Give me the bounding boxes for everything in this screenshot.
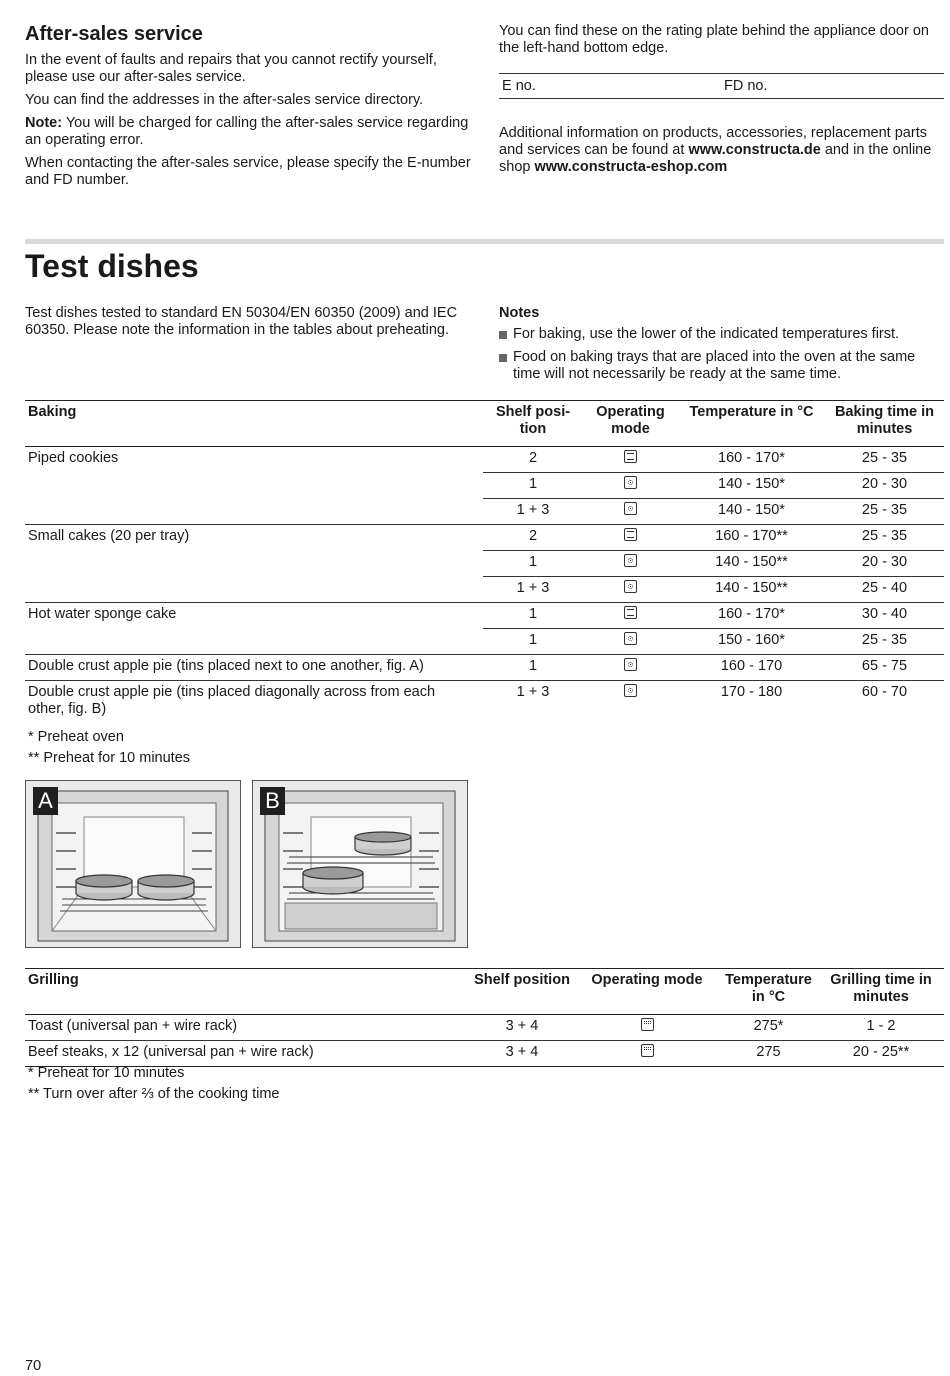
dish-name: Double crust apple pie (tins placed next to one another, fig. A)	[25, 655, 483, 681]
grilling-header-mode: Operating mode	[591, 972, 703, 988]
full-surface-grill-icon	[641, 1018, 654, 1031]
shelf-cell: 1 + 3	[483, 681, 583, 724]
dish-name: Small cakes (20 per tray)	[25, 525, 483, 603]
after-sales-heading: After-sales service	[25, 23, 203, 45]
constructa-link[interactable]: www.constructa.de	[688, 142, 821, 158]
constructa-eshop-link[interactable]: www.constructa-eshop.com	[534, 159, 728, 175]
time-cell: 30 - 40	[825, 603, 944, 629]
baking-footnote-1: * Preheat oven	[28, 729, 124, 745]
rating-plate-section	[499, 23, 944, 176]
grilling-header-dish: Grilling	[28, 972, 79, 988]
rating-plate-text: You can find these on the rating plate behind the appliance door on the left-hand bottom edge.	[499, 23, 929, 56]
time-cell: 25 - 35	[825, 499, 944, 525]
temp-cell: 170 - 180	[678, 681, 825, 724]
temp-cell: 160 - 170**	[678, 525, 825, 551]
time-cell: 65 - 75	[825, 655, 944, 681]
grilling-footnote-1: * Preheat for 10 minutes	[28, 1065, 185, 1081]
dish-name: Piped cookies	[25, 447, 483, 525]
dish-name: Beef steaks, x 12 (universal pan + wire rack)	[25, 1041, 469, 1067]
shelf-cell: 3 + 4	[469, 1041, 575, 1067]
table-row	[25, 681, 944, 724]
top-bottom-heat-icon	[624, 528, 637, 541]
shelf-cell: 1	[483, 603, 583, 629]
shelf-cell: 1 + 3	[483, 499, 583, 525]
time-cell: 20 - 30	[825, 473, 944, 499]
time-cell: 20 - 25**	[818, 1041, 944, 1067]
grilling-table	[25, 968, 944, 1067]
after-sales-section	[25, 22, 473, 195]
after-sales-paragraph-2: You can find the addresses in the after-sales service directory.	[25, 92, 424, 108]
info-text-2: and in the online shop	[499, 142, 932, 175]
table-row	[25, 1041, 944, 1067]
notes-title: Notes	[499, 305, 540, 321]
baking-header-shelf: Shelf posi-tion	[495, 404, 571, 437]
shelf-cell: 1	[483, 551, 583, 577]
hot-air-icon	[624, 476, 637, 489]
time-cell: 25 - 35	[825, 447, 944, 473]
hot-air-icon	[624, 684, 637, 697]
note-text: You will be charged for calling the after-sales service regarding an operating error.	[25, 115, 469, 148]
full-surface-grill-icon	[641, 1044, 654, 1057]
shelf-cell: 2	[483, 447, 583, 473]
hot-air-icon	[624, 658, 637, 671]
time-cell: 25 - 35	[825, 525, 944, 551]
dish-name: Hot water sponge cake	[25, 603, 483, 655]
top-bottom-heat-icon	[624, 606, 637, 619]
shelf-cell: 1 + 3	[483, 577, 583, 603]
table-row	[25, 603, 944, 629]
temp-cell: 140 - 150*	[678, 499, 825, 525]
grilling-header-temp: Temperature in °C	[725, 972, 812, 1005]
grilling-header-shelf: Shelf position	[474, 972, 570, 988]
oven-illustration-b	[253, 781, 469, 949]
temp-cell: 275	[719, 1041, 818, 1067]
top-bottom-heat-icon	[624, 450, 637, 463]
info-text-1: Additional information on products, accessories, replacement parts and services can be found at	[499, 125, 927, 158]
after-sales-paragraph-3: When contacting the after-sales service, please specify the E-number and FD number.	[25, 155, 471, 188]
temp-cell: 275*	[719, 1015, 818, 1041]
hot-air-icon	[624, 580, 637, 593]
grilling-header-row	[25, 969, 944, 1015]
page-number: 70	[25, 1358, 42, 1374]
dish-name: Double crust apple pie (tins placed diagonally across from each other, fig. B)	[25, 681, 483, 724]
time-cell: 60 - 70	[825, 681, 944, 724]
after-sales-note	[25, 115, 473, 149]
table-row	[25, 525, 944, 551]
after-sales-paragraph-1: In the event of faults and repairs that you cannot rectify yourself, please use our after-sales service.	[25, 52, 437, 85]
shelf-cell: 2	[483, 525, 583, 551]
note-label: Note:	[25, 115, 63, 131]
temp-cell: 140 - 150**	[678, 551, 825, 577]
figure-b	[252, 780, 468, 948]
temp-cell: 160 - 170*	[678, 603, 825, 629]
temp-cell: 140 - 150**	[678, 577, 825, 603]
table-row	[25, 655, 944, 681]
table-row	[25, 447, 944, 473]
hot-air-icon	[624, 632, 637, 645]
table-row	[25, 1015, 944, 1041]
note-bullet-1: For baking, use the lower of the indicated temperatures first.	[499, 326, 944, 343]
notes-block	[499, 305, 944, 389]
time-cell: 25 - 40	[825, 577, 944, 603]
shelf-cell: 1	[483, 473, 583, 499]
oven-illustration-a	[26, 781, 242, 949]
time-cell: 1 - 2	[818, 1015, 944, 1041]
baking-header-time: Baking time in minutes	[834, 404, 935, 437]
baking-header-temp: Temperature in °C	[689, 404, 814, 420]
grilling-footnote-2: ** Turn over after ⅔ of the cooking time	[28, 1086, 280, 1102]
note-bullet-2: Food on baking trays that are placed into the oven at the same time will not necessarily be ready at the same time.	[499, 349, 944, 383]
temp-cell: 160 - 170*	[678, 447, 825, 473]
baking-table	[25, 400, 944, 723]
shelf-cell: 1	[483, 629, 583, 655]
test-dishes-intro: Test dishes tested to standard EN 50304/EN 60350 (2009) and IEC 60350. Please note the information in the tables about preheating.	[25, 305, 458, 338]
shelf-cell: 1	[483, 655, 583, 681]
section-divider	[25, 239, 944, 244]
figure-a	[25, 780, 241, 948]
test-dishes-title: Test dishes	[25, 248, 199, 284]
additional-info	[499, 125, 944, 176]
grilling-header-time: Grilling time in minutes	[830, 972, 932, 1005]
figure-a-label: A	[33, 787, 58, 815]
temp-cell: 150 - 160*	[678, 629, 825, 655]
baking-header-dish: Baking	[28, 404, 77, 420]
eno-fd-table	[499, 73, 944, 99]
baking-header-mode: Operating mode	[596, 404, 665, 437]
time-cell: 25 - 35	[825, 629, 944, 655]
hot-air-icon	[624, 554, 637, 567]
hot-air-icon	[624, 502, 637, 515]
figure-b-label: B	[260, 787, 285, 815]
temp-cell: 160 - 170	[678, 655, 825, 681]
shelf-cell: 3 + 4	[469, 1015, 575, 1041]
fd-no-label: FD no.	[724, 78, 768, 94]
baking-header-row	[25, 401, 944, 447]
dish-name: Toast (universal pan + wire rack)	[25, 1015, 469, 1041]
baking-footnote-2: ** Preheat for 10 minutes	[28, 750, 191, 766]
time-cell: 20 - 30	[825, 551, 944, 577]
temp-cell: 140 - 150*	[678, 473, 825, 499]
e-no-label: E no.	[502, 78, 536, 94]
